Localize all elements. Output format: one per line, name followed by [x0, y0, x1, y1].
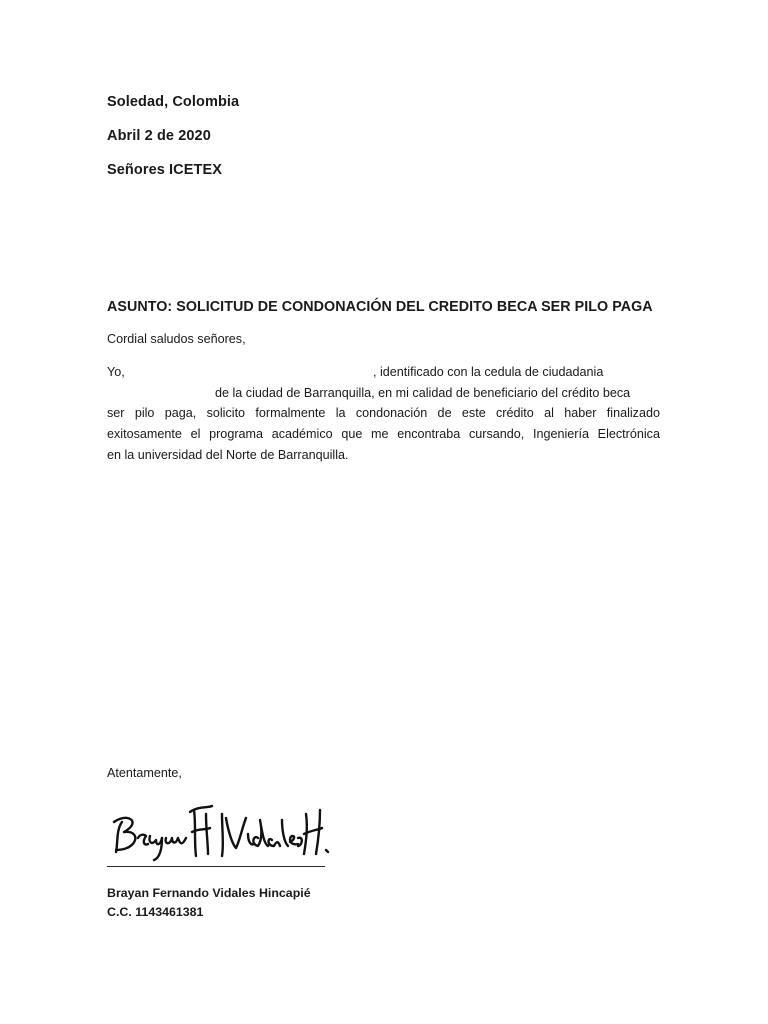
- header-recipient: Señores ICETEX: [107, 162, 223, 178]
- body-line-1: [107, 362, 660, 383]
- body-line-4: exitosamente el programa académico que me encontraba cursando, Ingeniería Electrónica: [107, 427, 660, 442]
- body-line-3: ser pilo paga, solicito formalmente la condonación de este crédito al haber finalizado: [107, 406, 660, 421]
- greeting: Cordial saludos señores,: [107, 332, 246, 346]
- body-line-2: [107, 383, 660, 404]
- signer-block: [107, 884, 311, 922]
- header-date: Abril 2 de 2020: [107, 128, 211, 144]
- body-city-line: de la ciudad de Barranquilla, en mi calidad de beneficiario del crédito beca: [215, 385, 631, 400]
- letter-body: [107, 362, 660, 465]
- body-yo: Yo,: [107, 365, 125, 379]
- signer-name: Brayan Fernando Vidales Hincapié: [107, 886, 311, 900]
- handwritten-signature: [108, 800, 332, 862]
- header-city: Soledad, Colombia: [107, 94, 240, 110]
- body-identified: , identificado con la cedula de ciudadania: [373, 365, 604, 379]
- signer-id: C.C. 1143461381: [107, 905, 204, 919]
- body-line-5: en la universidad del Norte de Barranquilla.: [107, 447, 349, 462]
- subject-line: ASUNTO: SOLICITUD DE CONDONACIÓN DEL CREDITO BECA SER PILO PAGA: [107, 299, 653, 315]
- signature-line: [107, 866, 325, 867]
- closing: Atentamente,: [107, 766, 182, 780]
